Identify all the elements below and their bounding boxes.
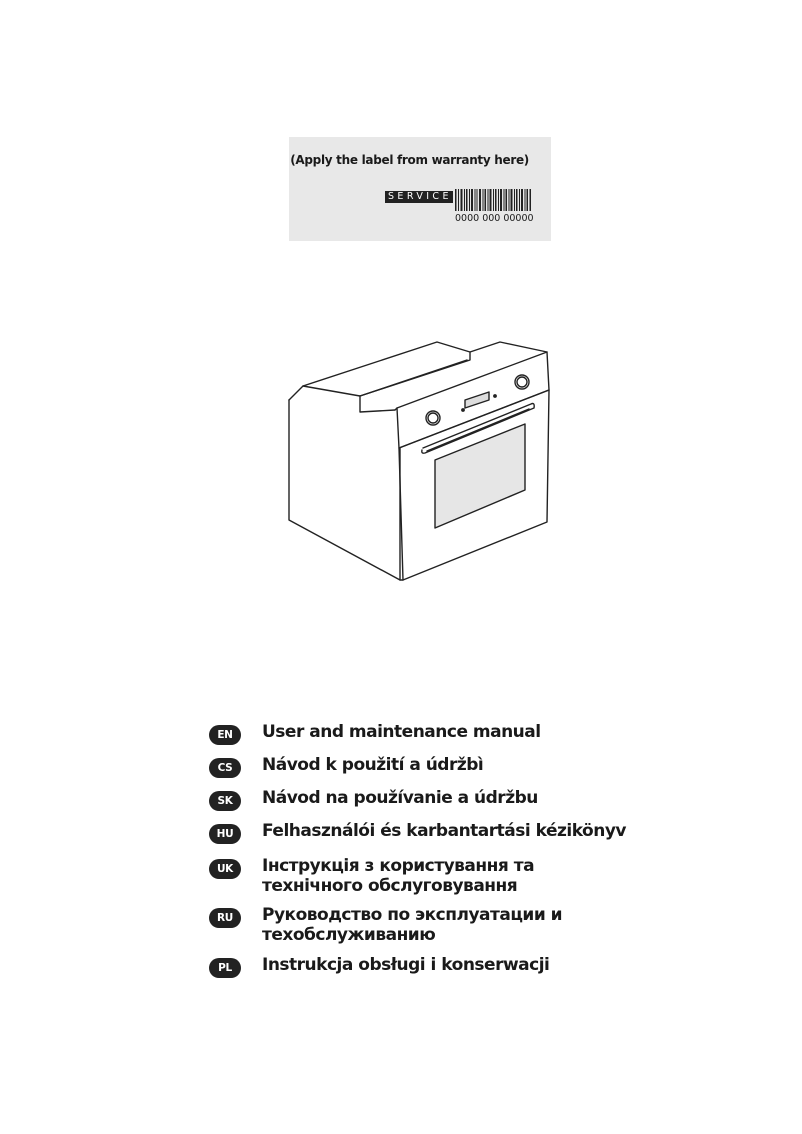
language-badge-sk: SK [209,791,241,811]
language-badge-cs: CS [209,758,241,778]
manual-title-cs: Návod k použití a údržbì [262,755,484,775]
language-item-pl [209,955,549,978]
barcode-number: 0000 000 00000 [455,213,534,224]
language-item-ru [209,905,562,945]
language-badge-ru: RU [209,908,241,928]
manual-title-hu: Felhasználói és karbantartási kézikönyv [262,821,627,841]
manual-title-ru [262,905,562,945]
barcode-icon [455,189,531,211]
manual-title-ru-line2: техобслуживанию [262,925,436,945]
warranty-label-area [289,137,551,241]
manual-title-uk-line1: Інструкція з користування та [262,856,535,876]
language-badge-uk: UK [209,859,241,879]
language-item-en [209,722,541,745]
manual-title-ru-line1: Руководство по эксплуатации и [262,905,563,925]
language-item-uk [209,856,534,896]
warranty-instruction: (Apply the label from warranty here) [290,153,529,167]
language-badge-hu: HU [209,824,241,844]
language-item-cs [209,755,483,778]
manual-title-uk [262,856,534,896]
language-badge-pl: PL [209,958,241,978]
oven-illustration [285,330,555,590]
language-item-sk [209,788,538,811]
service-tag: SERVICE [385,191,453,203]
manual-title-pl: Instrukcja obsługi i konserwacji [262,955,550,975]
language-item-hu [209,821,626,844]
manual-title-sk: Návod na používanie a údržbu [262,788,538,808]
manual-title-en: User and maintenance manual [262,722,541,742]
language-badge-en: EN [209,725,241,745]
manual-title-uk-line2: технічного обслуговування [262,876,518,896]
